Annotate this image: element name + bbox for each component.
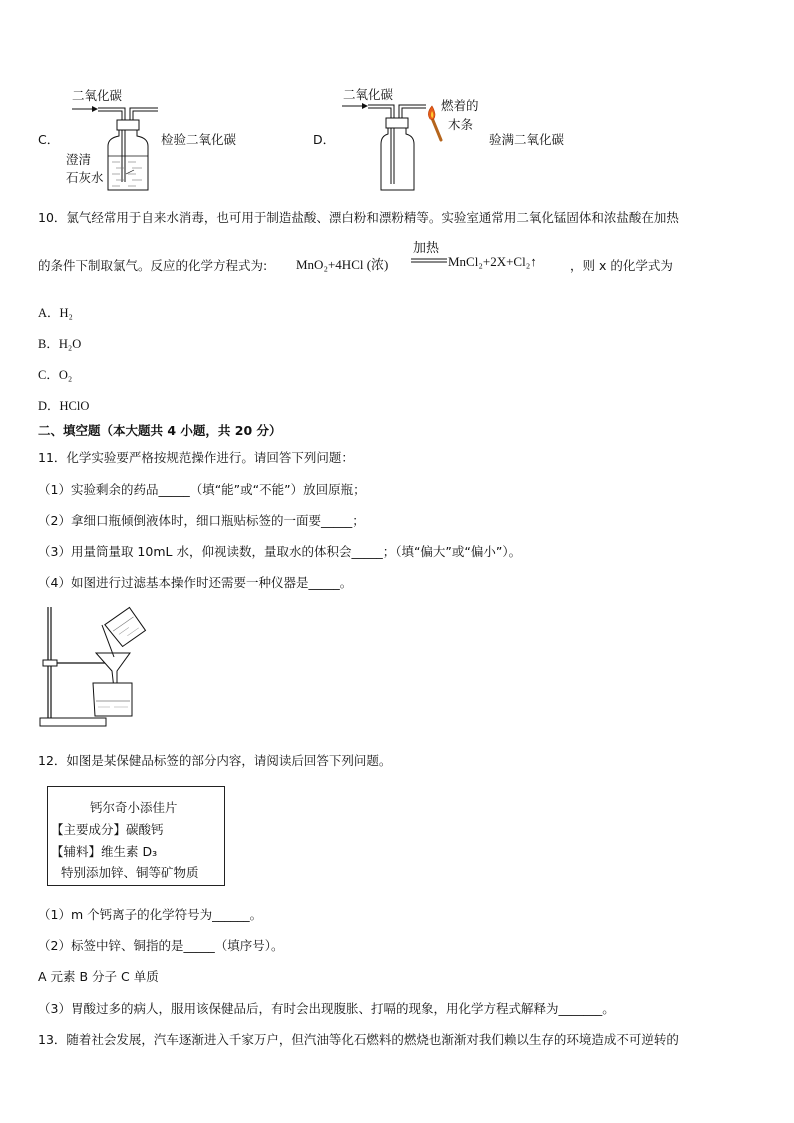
option-letter: B． — [38, 337, 59, 351]
option-text: O₂ — [58, 368, 73, 382]
q10-equation-right: MnCl₂+2X+Cl₂↑ — [448, 254, 537, 269]
option-text: HClO — [59, 399, 90, 413]
q12-item-2: （2）标签中锌、铜指的是_____（填序号）。 — [38, 938, 284, 953]
label-product-name: 钙尔奇小添佳片 — [90, 800, 178, 815]
option-d-gas-label: 二氧化碳 — [343, 87, 394, 102]
q11-item-2: （2）拿细口瓶倾倒液体时，细口瓶贴标签的一面要_____； — [38, 513, 365, 528]
q10-equation-left: MnO₂+4HCl (浓) — [296, 257, 389, 272]
label-main-ingredient: 【主要成分】碳酸钙 — [51, 822, 164, 837]
gas-washing-bottle-limewater-diagram — [70, 100, 170, 195]
q10-option-c[interactable] — [38, 365, 72, 383]
q11-item-1: （1）实验剩余的药品_____（填“能”或“不能”）放回原瓶； — [38, 482, 366, 497]
option-letter: D． — [38, 399, 60, 413]
q12-item-1: （1）m 个钙离子的化学符号为______。 — [38, 907, 263, 922]
q10-equation-equals-sign — [411, 258, 447, 264]
q11-item-3: （3）用量筒量取 10mL 水，仰视读数，量取水的体积会_____；（填“偏大”或“偏小”）。 — [38, 544, 522, 559]
option-text: H₂ — [59, 306, 73, 320]
option-c-letter: C． — [38, 132, 60, 147]
option-d-letter: D． — [313, 132, 336, 147]
supplement-label-box — [47, 786, 225, 886]
q12-item-3: （3）胃酸过多的病人，服用该保健品后，有时会出现腹胀、打嗝的现象，用化学方程式解释为_______。 — [38, 1001, 615, 1016]
option-d-stick-label-2: 木条 — [448, 117, 474, 132]
option-c-gas-label: 二氧化碳 — [72, 88, 123, 103]
option-c-liquid-label-1: 澄清 — [66, 152, 92, 167]
q10-option-a[interactable] — [38, 303, 73, 321]
option-text: H₂O — [58, 337, 82, 351]
option-c-purpose: 检验二氧化碳 — [161, 132, 237, 147]
q11-item-4: （4）如图进行过滤基本操作时还需要一种仪器是_____。 — [38, 575, 353, 590]
option-letter: C． — [38, 368, 59, 382]
q10-stem-line2-suffix: ，则 x 的化学式为 — [570, 258, 673, 273]
q10-stem-line1: 10．氯气经常用于自来水消毒，也可用于制造盐酸、漂白粉和漂粉精等。实验室通常用二氧化锰固体和浓盐酸在加热 — [38, 210, 679, 225]
label-extra-minerals: 特别添加锌、铜等矿物质 — [61, 865, 199, 880]
option-d-stick-label-1: 燃着的 — [441, 98, 479, 113]
q10-option-b[interactable] — [38, 334, 81, 352]
gas-collection-bottle-burning-stick-diagram — [340, 98, 450, 193]
q10-option-d[interactable] — [38, 396, 89, 414]
section-title: 二、填空题（本大题共 4 小题，共 20 分） — [38, 423, 282, 438]
q10-equation-condition: 加热 — [413, 241, 440, 256]
q12-stem: 12．如图是某保健品标签的部分内容，请阅读后回答下列问题。 — [38, 753, 392, 768]
label-auxiliary: 【辅料】维生素 D₃ — [51, 844, 158, 859]
q12-choices: A 元素 B 分子 C 单质 — [38, 969, 159, 984]
option-d-purpose: 验满二氧化碳 — [489, 132, 565, 147]
q11-stem: 11．化学实验要严格按规范操作进行。请回答下列问题： — [38, 450, 354, 465]
option-c-liquid-label-2: 石灰水 — [66, 170, 104, 185]
q10-stem-line2-prefix: 的条件下制取氯气。反应的化学方程式为: — [38, 258, 268, 273]
q13-stem: 13．随着社会发展，汽车逐渐进入千家万户，但汽油等化石燃料的燃烧也渐渐对我们赖以生存的环境造成不可逆转的 — [38, 1032, 679, 1047]
filtration-apparatus-diagram — [38, 605, 143, 730]
option-letter: A． — [38, 306, 60, 320]
